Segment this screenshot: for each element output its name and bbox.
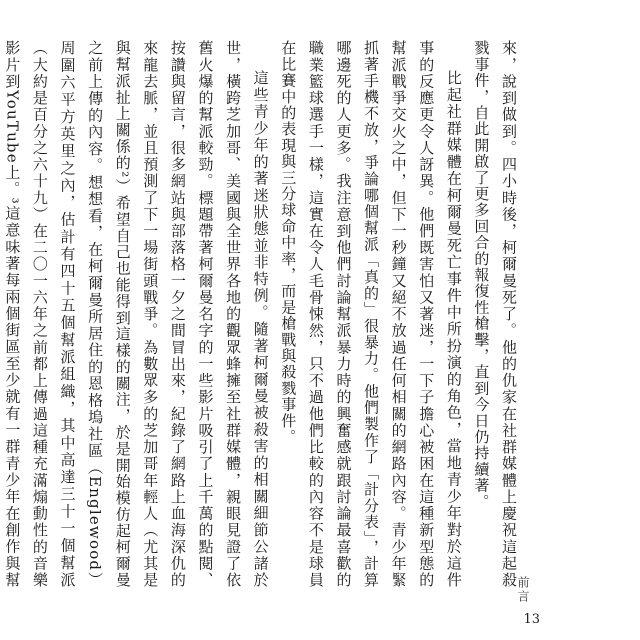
paragraph-1: 來，說到做到。四小時後，柯爾曼死了。他的仇家在社群媒體上慶祝這起殺戮事件，自此開啟了更多回合的報復性槍擊，直到今日仍持續著。 xyxy=(472,40,518,588)
paragraph-3: 這些青少年的著迷狀態並非特例。隨著柯爾曼被殺害的相關細節公諸於世，橫跨芝加哥、美國與全世界各地的觀眾蜂擁至社群媒體，親眼見證了依舊火爆的幫派較勁。標題帶著柯爾曼名字的一些影片吸引了上千萬的點閱、按讚與留言，很多網站與部落格一夕之間冒出來，紀錄了網路上血海深仇的來龍去脈，並且預測了下一場街頭戰爭。為數眾多的芝加哥年輕人（尤其是與幫派扯上關係的²）希望自己也能得到這樣的關注，於是開始模仿起柯爾曼之前上傳的內容。想想看，在柯爾曼所居住的恩格塢社區（Englewood）周圍六平方英里之內，估計有四十五個幫派組織，其中高達三十一個幫派（大約是百分之六十九）在二〇一六年之前都上傳過這種充滿煽動性的音樂影片到YouTube上。³這意味著每兩個街區至少就有一群青少年在創作與幫 xyxy=(3,40,270,588)
paragraph-2: 比起社群媒體在柯爾曼死亡事件中所扮演的角色，當地青少年對於這件事的反應更令人訝異。他們既害怕又著迷，一下子擔心被困在這種新型態的幫派戰爭交火之中，但下一秒鐘又絕不放過任何相關的網路內容。青少年緊抓著手機不放，爭論哪個幫派「真的」很暴力。他們製作了「計分表」，計算哪邊死的人更多。我注意到他們討論幫派暴力時的興奮感就跟討論最喜歡的職業籃球選手一樣，這實在令人毛骨悚然，只不過他們比較的內容不是球員在比賽中的表現與三分球命中率，而是槍戰與殺戮事件。 xyxy=(279,40,463,588)
running-head: 前言 xyxy=(516,576,530,604)
page-number: 13 xyxy=(523,612,540,627)
body-text xyxy=(3,40,522,588)
